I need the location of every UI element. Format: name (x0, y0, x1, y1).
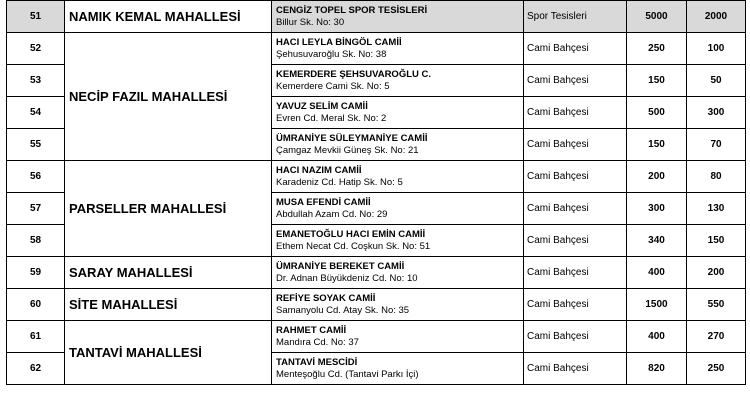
row-number: 62 (7, 353, 65, 385)
location-name: KEMERDERE ŞEHSUVAROĞLU C. (276, 68, 432, 80)
value-a: 400 (627, 257, 687, 289)
location-name: CENGİZ TOPEL SPOR TESİSLERİ (276, 4, 428, 16)
neighborhood-cell: PARSELLER MAHALLESİ (65, 161, 272, 257)
location-cell (272, 353, 524, 385)
location-cell (272, 225, 524, 257)
value-a: 300 (627, 193, 687, 225)
row-number: 58 (7, 225, 65, 257)
value-b: 100 (687, 33, 746, 65)
location-name: ÜMRANİYE SÜLEYMANİYE CAMİİ (276, 132, 428, 144)
row-number: 57 (7, 193, 65, 225)
location-address: Samanyolu Cd. Atay Sk. No: 35 (276, 304, 410, 316)
area-type: Cami Bahçesi (524, 161, 627, 193)
table-row (7, 257, 746, 289)
value-b: 70 (687, 129, 746, 161)
value-a: 340 (627, 225, 687, 257)
table-row (7, 1, 746, 33)
location-cell (272, 193, 524, 225)
location-name: REFİYE SOYAK CAMİİ (276, 292, 376, 304)
location-name: YAVUZ SELİM CAMİİ (276, 100, 368, 112)
location-name: MUSA EFENDİ CAMİİ (276, 196, 371, 208)
row-number: 56 (7, 161, 65, 193)
neighborhood-cell: TANTAVİ MAHALLESİ (65, 321, 272, 385)
value-a: 1500 (627, 289, 687, 321)
neighborhood-cell: SARAY MAHALLESİ (65, 257, 272, 289)
location-address: Karadeniz Cd. Hatip Sk. No: 5 (276, 176, 403, 188)
value-a: 400 (627, 321, 687, 353)
area-type: Cami Bahçesi (524, 257, 627, 289)
value-b: 550 (687, 289, 746, 321)
location-cell (272, 129, 524, 161)
value-b: 270 (687, 321, 746, 353)
location-address: Kemerdere Cami Sk. No: 5 (276, 80, 390, 92)
location-cell (272, 257, 524, 289)
area-type: Cami Bahçesi (524, 193, 627, 225)
location-address: Evren Cd. Meral Sk. No: 2 (276, 112, 387, 124)
table-row (7, 289, 746, 321)
table-row (7, 161, 746, 193)
location-address: Billur Sk. No: 30 (276, 16, 345, 28)
location-address: Dr. Adnan Büyükdeniz Cd. No: 10 (276, 272, 418, 284)
neighborhood-cell: SİTE MAHALLESİ (65, 289, 272, 321)
location-address: Menteşoğlu Cd. (Tantavi Parkı İçi) (276, 368, 419, 380)
neighborhood-cell: NAMIK KEMAL MAHALLESİ (65, 1, 272, 33)
area-type: Cami Bahçesi (524, 97, 627, 129)
value-b: 300 (687, 97, 746, 129)
value-a: 820 (627, 353, 687, 385)
location-cell (272, 65, 524, 97)
location-cell (272, 161, 524, 193)
value-b: 50 (687, 65, 746, 97)
location-cell (272, 97, 524, 129)
area-type: Spor Tesisleri (524, 1, 627, 33)
area-type: Cami Bahçesi (524, 321, 627, 353)
area-type: Cami Bahçesi (524, 353, 627, 385)
row-number: 60 (7, 289, 65, 321)
value-b: 80 (687, 161, 746, 193)
value-a: 250 (627, 33, 687, 65)
row-number: 55 (7, 129, 65, 161)
row-number: 61 (7, 321, 65, 353)
table-row (7, 33, 746, 65)
value-a: 150 (627, 129, 687, 161)
value-a: 5000 (627, 1, 687, 33)
value-b: 2000 (687, 1, 746, 33)
location-name: HACI NAZIM CAMİİ (276, 164, 362, 176)
location-cell (272, 289, 524, 321)
value-b: 250 (687, 353, 746, 385)
value-a: 200 (627, 161, 687, 193)
location-address: Çamgaz Mevkii Güneş Sk. No: 21 (276, 144, 419, 156)
value-a: 500 (627, 97, 687, 129)
location-name: RAHMET CAMİİ (276, 324, 347, 336)
row-number: 51 (7, 1, 65, 33)
location-name: HACI LEYLA BİNGÖL CAMİİ (276, 36, 402, 48)
location-address: Şehusuvaroğlu Sk. No: 38 (276, 48, 387, 60)
value-b: 150 (687, 225, 746, 257)
location-address: Ethem Necat Cd. Coşkun Sk. No: 51 (276, 240, 431, 252)
location-cell (272, 1, 524, 33)
location-cell (272, 33, 524, 65)
neighborhood-cell: NECİP FAZIL MAHALLESİ (65, 33, 272, 161)
location-address: Abdullah Azam Cd. No: 29 (276, 208, 388, 220)
value-a: 150 (627, 65, 687, 97)
table-row (7, 321, 746, 353)
location-address: Mandıra Cd. No: 37 (276, 336, 359, 348)
area-type: Cami Bahçesi (524, 33, 627, 65)
location-name: TANTAVİ MESCİDİ (276, 356, 358, 368)
parks-table (6, 0, 746, 385)
row-number: 53 (7, 65, 65, 97)
area-type: Cami Bahçesi (524, 289, 627, 321)
row-number: 54 (7, 97, 65, 129)
location-name: EMANETOĞLU HACI EMİN CAMİİ (276, 228, 426, 240)
area-type: Cami Bahçesi (524, 65, 627, 97)
value-b: 200 (687, 257, 746, 289)
row-number: 59 (7, 257, 65, 289)
location-name: ÜMRANİYE BEREKET CAMİİ (276, 260, 405, 272)
value-b: 130 (687, 193, 746, 225)
area-type: Cami Bahçesi (524, 129, 627, 161)
location-cell (272, 321, 524, 353)
row-number: 52 (7, 33, 65, 65)
area-type: Cami Bahçesi (524, 225, 627, 257)
